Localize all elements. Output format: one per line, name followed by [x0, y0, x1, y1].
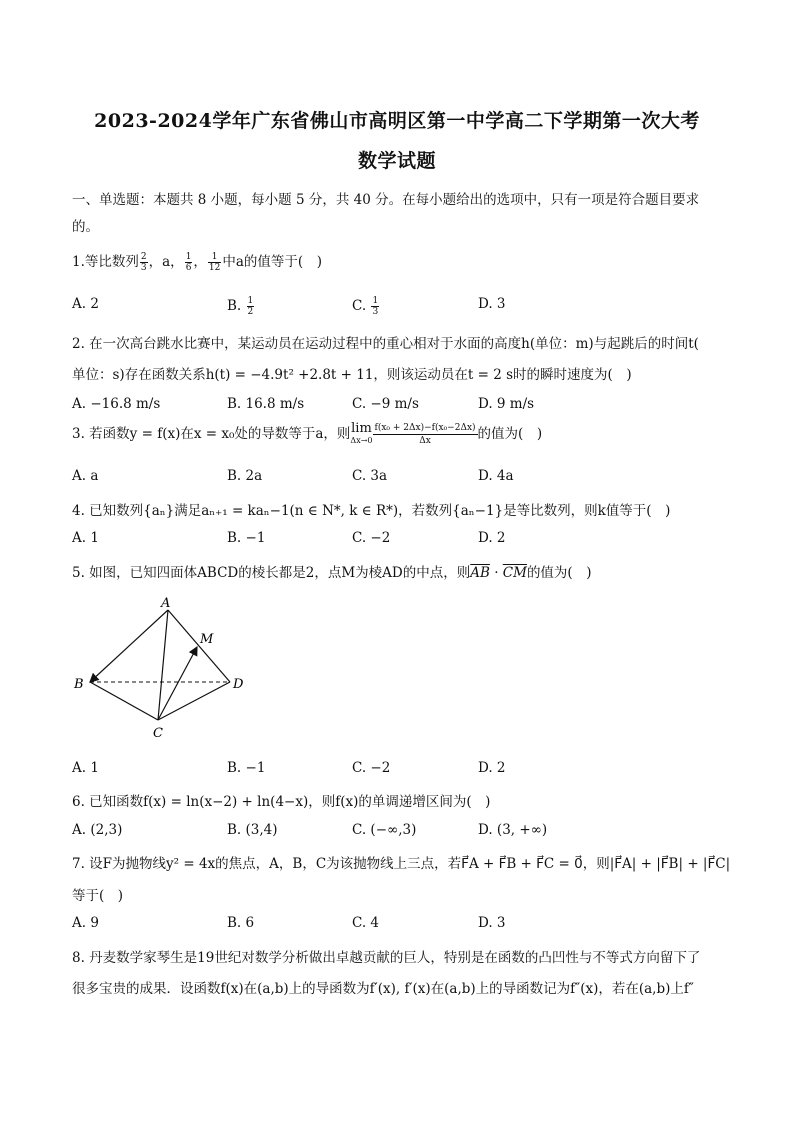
q3-denominator: Δx — [419, 436, 431, 446]
q7-option-d[interactable]: D. 3 — [478, 915, 506, 931]
q5-suffix: 的值为( ) — [526, 565, 592, 581]
q6-option-c[interactable]: C. (−∞,3) — [352, 822, 417, 838]
edge-bc — [90, 682, 158, 720]
label-m: M — [200, 632, 214, 647]
q1-options — [72, 296, 722, 316]
q5-option-a[interactable]: A. 1 — [72, 760, 99, 776]
q1-f2-den: 6 — [185, 263, 192, 273]
question-4: 4. 已知数列{aₙ}满足aₙ₊₁ = kaₙ−1(n ∈ N*, k ∈ R*)，若数列{aₙ−1}是等比数列，则k值等于( ) — [72, 503, 671, 519]
q4-option-b[interactable]: B. −1 — [227, 530, 266, 546]
q5-options — [72, 760, 722, 780]
q2-option-b[interactable]: B. 16.8 m/s — [227, 396, 305, 412]
q3-suffix: 的值为( ) — [477, 426, 543, 442]
q6-option-a[interactable]: A. (2,3) — [72, 822, 123, 838]
question-7-line2: 等于( ) — [72, 888, 124, 904]
section-instructions-line1: 一、单选题：本题共 8 小题，每小题 5 分，共 40 分。在每小题给出的选项中，只有一项是符合题目要求 — [72, 192, 700, 208]
q4-option-a[interactable]: A. 1 — [72, 530, 99, 546]
q1-option-c[interactable] — [352, 296, 380, 317]
q1-b-prefix: B. — [227, 298, 246, 314]
q1-f3-num: 1 — [208, 252, 221, 263]
q1-option-b[interactable] — [227, 296, 255, 317]
q1-b-num: 1 — [247, 296, 254, 306]
q5-option-d[interactable]: D. 2 — [478, 760, 506, 776]
q3-option-c[interactable]: C. 3a — [352, 468, 388, 484]
q5-vector-cm: $\overline{CM}$ — [502, 565, 527, 581]
q1-mid: ，a， — [148, 254, 184, 270]
q1-c-den: 3 — [372, 307, 379, 317]
q1-fraction-2 — [185, 252, 193, 273]
q3-limit — [350, 420, 373, 447]
q1-fraction-3 — [208, 252, 221, 273]
q1-suffix: 中a的值等于( ) — [222, 254, 322, 270]
q6-options — [72, 822, 722, 842]
question-2-line1: 2. 在一次高台跳水比赛中，某运动员在运动过程中的重心相对于水面的高度h(单位：m)与起跳后的时间t( — [72, 336, 699, 352]
label-c: C — [153, 726, 163, 741]
q7-option-a[interactable]: A. 9 — [72, 915, 99, 931]
question-7-line1: 7. 设F为抛物线y² = 4x的焦点，A，B，C为该抛物线上三点，若F⃗A + F⃗B + F⃗C = 0⃗，则|F⃗A| + |F⃗B| + |F⃗C| — [72, 856, 731, 872]
q4-options — [72, 530, 722, 550]
label-b: B — [74, 677, 84, 692]
q1-b-fraction — [247, 296, 255, 317]
question-2-line2: 单位：s)存在函数关系h(t) = −4.9t² +2.8t + 11，则该运动员在t = 2 s时的瞬时速度为( ) — [72, 367, 632, 383]
q7-options — [72, 915, 722, 935]
label-d: D — [233, 677, 244, 692]
q6-option-d[interactable]: D. (3, +∞) — [478, 822, 548, 838]
q1-c-prefix: C. — [352, 298, 371, 314]
q5-prefix: 5. 如图，已知四面体ABCD的棱长都是2，点M为棱AD的中点，则 — [72, 565, 471, 581]
q4-option-d[interactable]: D. 2 — [478, 530, 506, 546]
q6-option-b[interactable]: B. (3,4) — [227, 822, 278, 838]
q3-option-d[interactable]: D. 4a — [478, 468, 514, 484]
q1-b-den: 2 — [247, 307, 254, 317]
q5-option-c[interactable]: C. −2 — [352, 760, 391, 776]
q1-option-a[interactable]: A. 2 — [72, 296, 99, 312]
question-8-line1: 8. 丹麦数学家琴生是19世纪对数学分析做出卓越贡献的巨人，特别是在函数的凸凹性与不等式方向留下了 — [72, 950, 701, 966]
q1-c-num: 1 — [372, 296, 379, 306]
q3-options — [72, 468, 722, 488]
tetrahedron-figure — [70, 594, 260, 744]
q3-option-a[interactable]: A. a — [72, 468, 99, 484]
q2-options — [72, 396, 722, 416]
q3-fraction — [373, 422, 478, 447]
q2-option-c[interactable]: C. −9 m/s — [352, 396, 419, 412]
q3-lim-sub: Δx→0 — [350, 435, 373, 445]
q1-f1-den: 3 — [140, 263, 147, 273]
question-6: 6. 已知函数f(x) = ln(x−2) + ln(4−x)，则f(x)的单调递增区间为( ) — [72, 794, 491, 810]
q3-prefix: 3. 若函数y = f(x)在x = x₀处的导数等于a，则 — [72, 426, 351, 442]
q5-vector-ab: $\overline{AB}$ — [470, 565, 490, 581]
q1-sep: ， — [193, 254, 207, 270]
question-8-line2: 很多宝贵的成果．设函数f(x)在(a,b)上的导函数为f′(x), f′(x)在(a,b)上的导函数记为f″(x)，若在(a,b)上f″ — [72, 981, 694, 997]
q3-numerator: f(x₀ + 2Δx)−f(x₀−2Δx) — [374, 423, 476, 433]
q1-f3-den: 12 — [208, 263, 221, 273]
label-a: A — [161, 596, 171, 611]
q1-f1-num: 2 — [140, 252, 147, 262]
exam-title-line1: 2023-2024学年广东省佛山市高明区第一中学高二下学期第一次大考 — [94, 110, 700, 132]
q1-fraction-1 — [140, 252, 148, 273]
q7-option-c[interactable]: C. 4 — [352, 915, 380, 931]
q3-option-b[interactable]: B. 2a — [227, 468, 263, 484]
q1-c-fraction — [371, 296, 379, 317]
q1-option-d[interactable]: D. 3 — [478, 296, 506, 312]
q1-f2-num: 1 — [185, 252, 192, 262]
section-instructions-line2: 的。 — [72, 219, 99, 235]
q5-option-b[interactable]: B. −1 — [227, 760, 266, 776]
q1-prefix: 1.等比数列 — [72, 254, 139, 270]
q3-lim-word: lim — [351, 420, 372, 436]
exam-title-line2: 数学试题 — [357, 150, 436, 172]
q4-option-c[interactable]: C. −2 — [352, 530, 391, 546]
question-3 — [72, 422, 722, 447]
q2-option-d[interactable]: D. 9 m/s — [478, 396, 535, 412]
edge-ad — [168, 610, 230, 682]
question-5 — [72, 561, 722, 581]
q7-option-b[interactable]: B. 6 — [227, 915, 255, 931]
q5-dot: · — [489, 565, 503, 581]
question-1 — [72, 250, 722, 273]
edge-ab — [90, 610, 168, 682]
q2-option-a[interactable]: A. −16.8 m/s — [72, 396, 161, 412]
